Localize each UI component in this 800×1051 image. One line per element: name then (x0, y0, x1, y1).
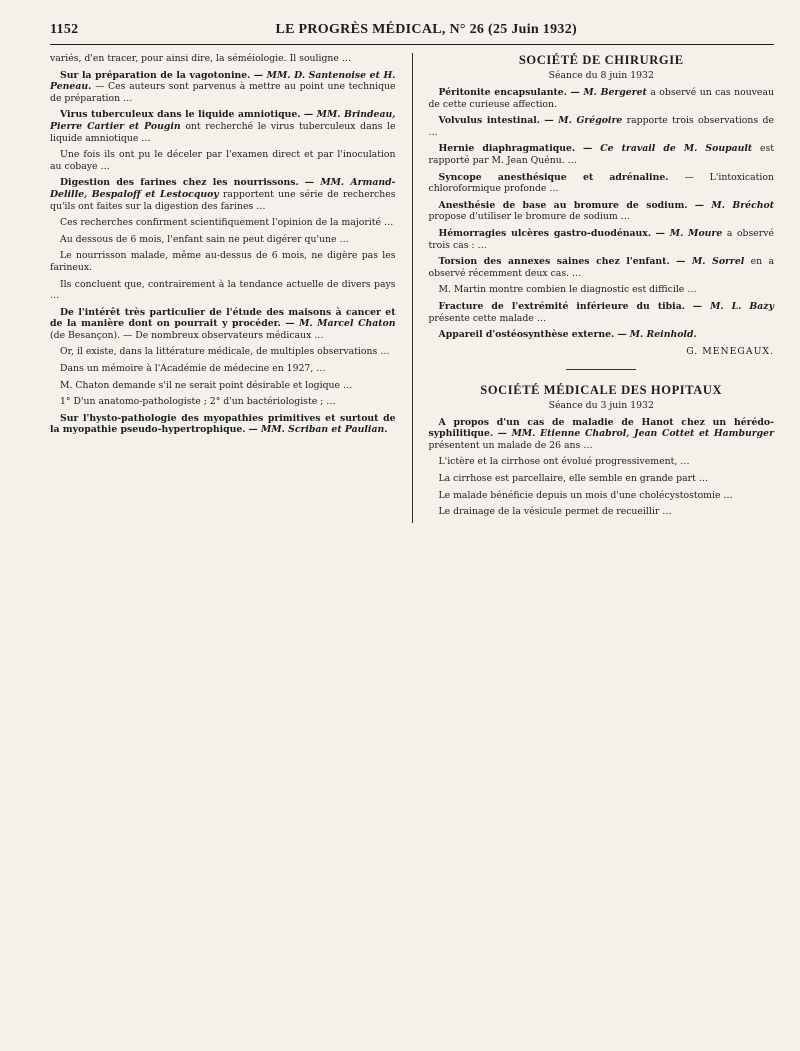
paragraph: Or, il existe, dans la littérature médicale, de multiples observations … (60, 346, 390, 358)
article-authors: — MM. Brindeau, Pierre Cartier et Pougin (50, 109, 396, 132)
article-authors: — MM. Armand-Delille, Bespaloff et Lestocquoy (50, 177, 396, 200)
article-title: Digestion des farines chez les nourrissons. (60, 177, 299, 189)
article-fracture-tibia (428, 301, 774, 324)
article-title: Sur la préparation de la vagotonine. (60, 69, 251, 81)
article-text: présentent un malade de 26 ans … (428, 439, 593, 451)
article-title: Volvulus intestinal. (438, 115, 541, 127)
paragraph: Ils concluent que, contrairement à la tendance actuelle de divers pays … (50, 278, 396, 302)
paragraph: La cirrhose est parcellaire, elle semble en grande part … (438, 473, 709, 485)
journal-title: LE PROGRÈS MÉDICAL, N° 26 (25 Juin 1932) (275, 22, 577, 37)
article-text: a observé trois cas : … (428, 227, 774, 251)
article-text: propose d'utiliser le bromure de sodium … (428, 211, 630, 223)
paragraph: Ces recherches confirment scientifiquement l'opinion de la majorité … (60, 217, 394, 229)
paragraph: Le drainage de la vésicule permet de recueillir … (438, 506, 672, 518)
article-title: Fracture de l'extrémité inférieure du tibia. (438, 300, 685, 312)
article-title: Sur l'hysto-pathologie des myopathies primitives et surtout de la myopathie pseudo-hypertrophique. (50, 412, 396, 436)
article-authors: — M. Grégoire (544, 115, 623, 127)
article-hanot (428, 417, 774, 452)
article-hemorragies (428, 228, 774, 251)
paragraph: Le nourrisson malade, même au-dessus de 6 mois, ne digère pas les farineux. (50, 250, 396, 273)
article-text: rapporte trois observations de … (428, 115, 774, 138)
article-title: Torsion des annexes saines chez l'enfant. (438, 256, 670, 268)
article-text: rapportent une série de recherches qu'ils ont faites sur la digestion des farines … (50, 188, 396, 212)
article-torsion-annexes (428, 256, 774, 279)
article-text: (de Besançon). — De nombreux observateurs médicaux … (50, 329, 324, 341)
article-text: présente cette malade … (428, 312, 547, 324)
article-maisons-cancer (50, 307, 396, 342)
article-authors: — Ce travail de M. Soupault (582, 143, 753, 155)
header-rule (50, 44, 774, 45)
article-title: Syncope anesthésique et adrénaline. (438, 171, 669, 183)
article-text: est rapporté par M. Jean Quénu. … (428, 143, 774, 166)
paragraph: Dans un mémoire à l'Académie de médecine en 1927, … (60, 363, 326, 375)
article-title: Anesthésie de base au bromure de sodium. (438, 199, 688, 211)
article-virus-tuberculeux (50, 109, 396, 144)
article-syncope (428, 172, 774, 195)
paragraph: M. Chaton demande s'il ne serait point désirable et logique … (60, 379, 353, 391)
article-authors: — M. Moure (655, 227, 723, 239)
article-authors: — MM. Scriban et Paulian. (248, 424, 388, 436)
article-text: en a observé récemment deux cas. … (428, 256, 774, 279)
article-title: Hernie diaphragmatique. (438, 143, 576, 155)
article-text: — L'intoxication chloroformique profonde … (428, 171, 774, 195)
section-title-hopitaux: SOCIÉTÉ MÉDICALE DES HOPITAUX (480, 382, 723, 397)
session-date: Séance du 3 juin 1932 (548, 399, 654, 411)
article-authors: — MM. D. Santenoise et H. Peneau. (50, 69, 396, 93)
article-peritonite (428, 87, 774, 110)
article-hernie (428, 143, 774, 166)
article-osteosynthese (428, 329, 774, 341)
article-volvulus (428, 115, 774, 138)
article-authors: — M. Bergeret (570, 87, 647, 98)
paragraph: 1° D'un anatomo-pathologiste ; 2° d'un bactériologiste ; … (60, 396, 336, 408)
paragraph: Une fois ils ont pu le déceler par l'examen direct et par l'inoculation au cobaye … (50, 149, 396, 172)
article-title: Appareil d'ostéosynthèse externe. (438, 329, 615, 341)
article-title: Virus tuberculeux dans le liquide amniotique. (60, 109, 301, 121)
article-title: De l'intérêt très particulier de l'étude des maisons à cancer et de la manière dont on pourrait y procéder. (50, 306, 396, 330)
article-authors: — M. Marcel Chaton (285, 318, 396, 330)
signature: G. MENEGAUX. (686, 345, 774, 357)
paragraph: Le malade bénéficie depuis un mois d'une cholécystostomie … (438, 489, 733, 501)
article-text: — Ces auteurs sont parvenus à mettre au point une technique de préparation … (50, 81, 396, 104)
continued-paragraph: variés, d'en tracer, pour ainsi dire, la séméiologie. Il souligne … (50, 53, 352, 64)
article-digestion-farines (50, 177, 396, 212)
paragraph: M. Martin montre combien le diagnostic est difficile … (438, 284, 697, 296)
article-authors: — MM. Etienne Chabrol, Jean Cottet et Hamburger (497, 428, 774, 440)
left-column (50, 53, 412, 523)
article-title: A propos d'un cas de maladie de Hanot chez un hérédo-syphilitique. (428, 416, 774, 440)
right-column (412, 53, 774, 523)
article-anesthesie (428, 200, 774, 223)
paragraph: Au dessous de 6 mois, l'enfant sain ne peut digérer qu'une … (60, 233, 349, 245)
article-text: a observé un cas nouveau de cette curieuse affection. (428, 87, 774, 110)
article-myopathies (50, 413, 396, 436)
article-title: Péritonite encapsulante. (438, 87, 567, 98)
article-text: ont recherché le virus tuberculeux dans le liquide amniotique … (50, 120, 396, 144)
article-authors: — M. Reinhold. (617, 329, 697, 341)
section-title-chirurgie: SOCIÉTÉ DE CHIRURGIE (518, 53, 684, 67)
article-authors: — M. Sorrel (676, 256, 745, 268)
page-number: 1152 (50, 22, 79, 37)
session-date: Séance du 8 juin 1932 (548, 70, 654, 81)
columns (50, 53, 774, 523)
paragraph: L'ictère et la cirrhose ont évolué progressivement, … (438, 456, 690, 468)
article-vagotonine (50, 70, 396, 105)
section-separator (428, 365, 774, 375)
page-header (50, 22, 774, 38)
article-authors: — M. Bréchot (694, 199, 774, 211)
article-title: Hémorragies ulcères gastro-duodénaux. (438, 227, 652, 239)
article-authors: — M. L. Bazy (692, 300, 774, 312)
